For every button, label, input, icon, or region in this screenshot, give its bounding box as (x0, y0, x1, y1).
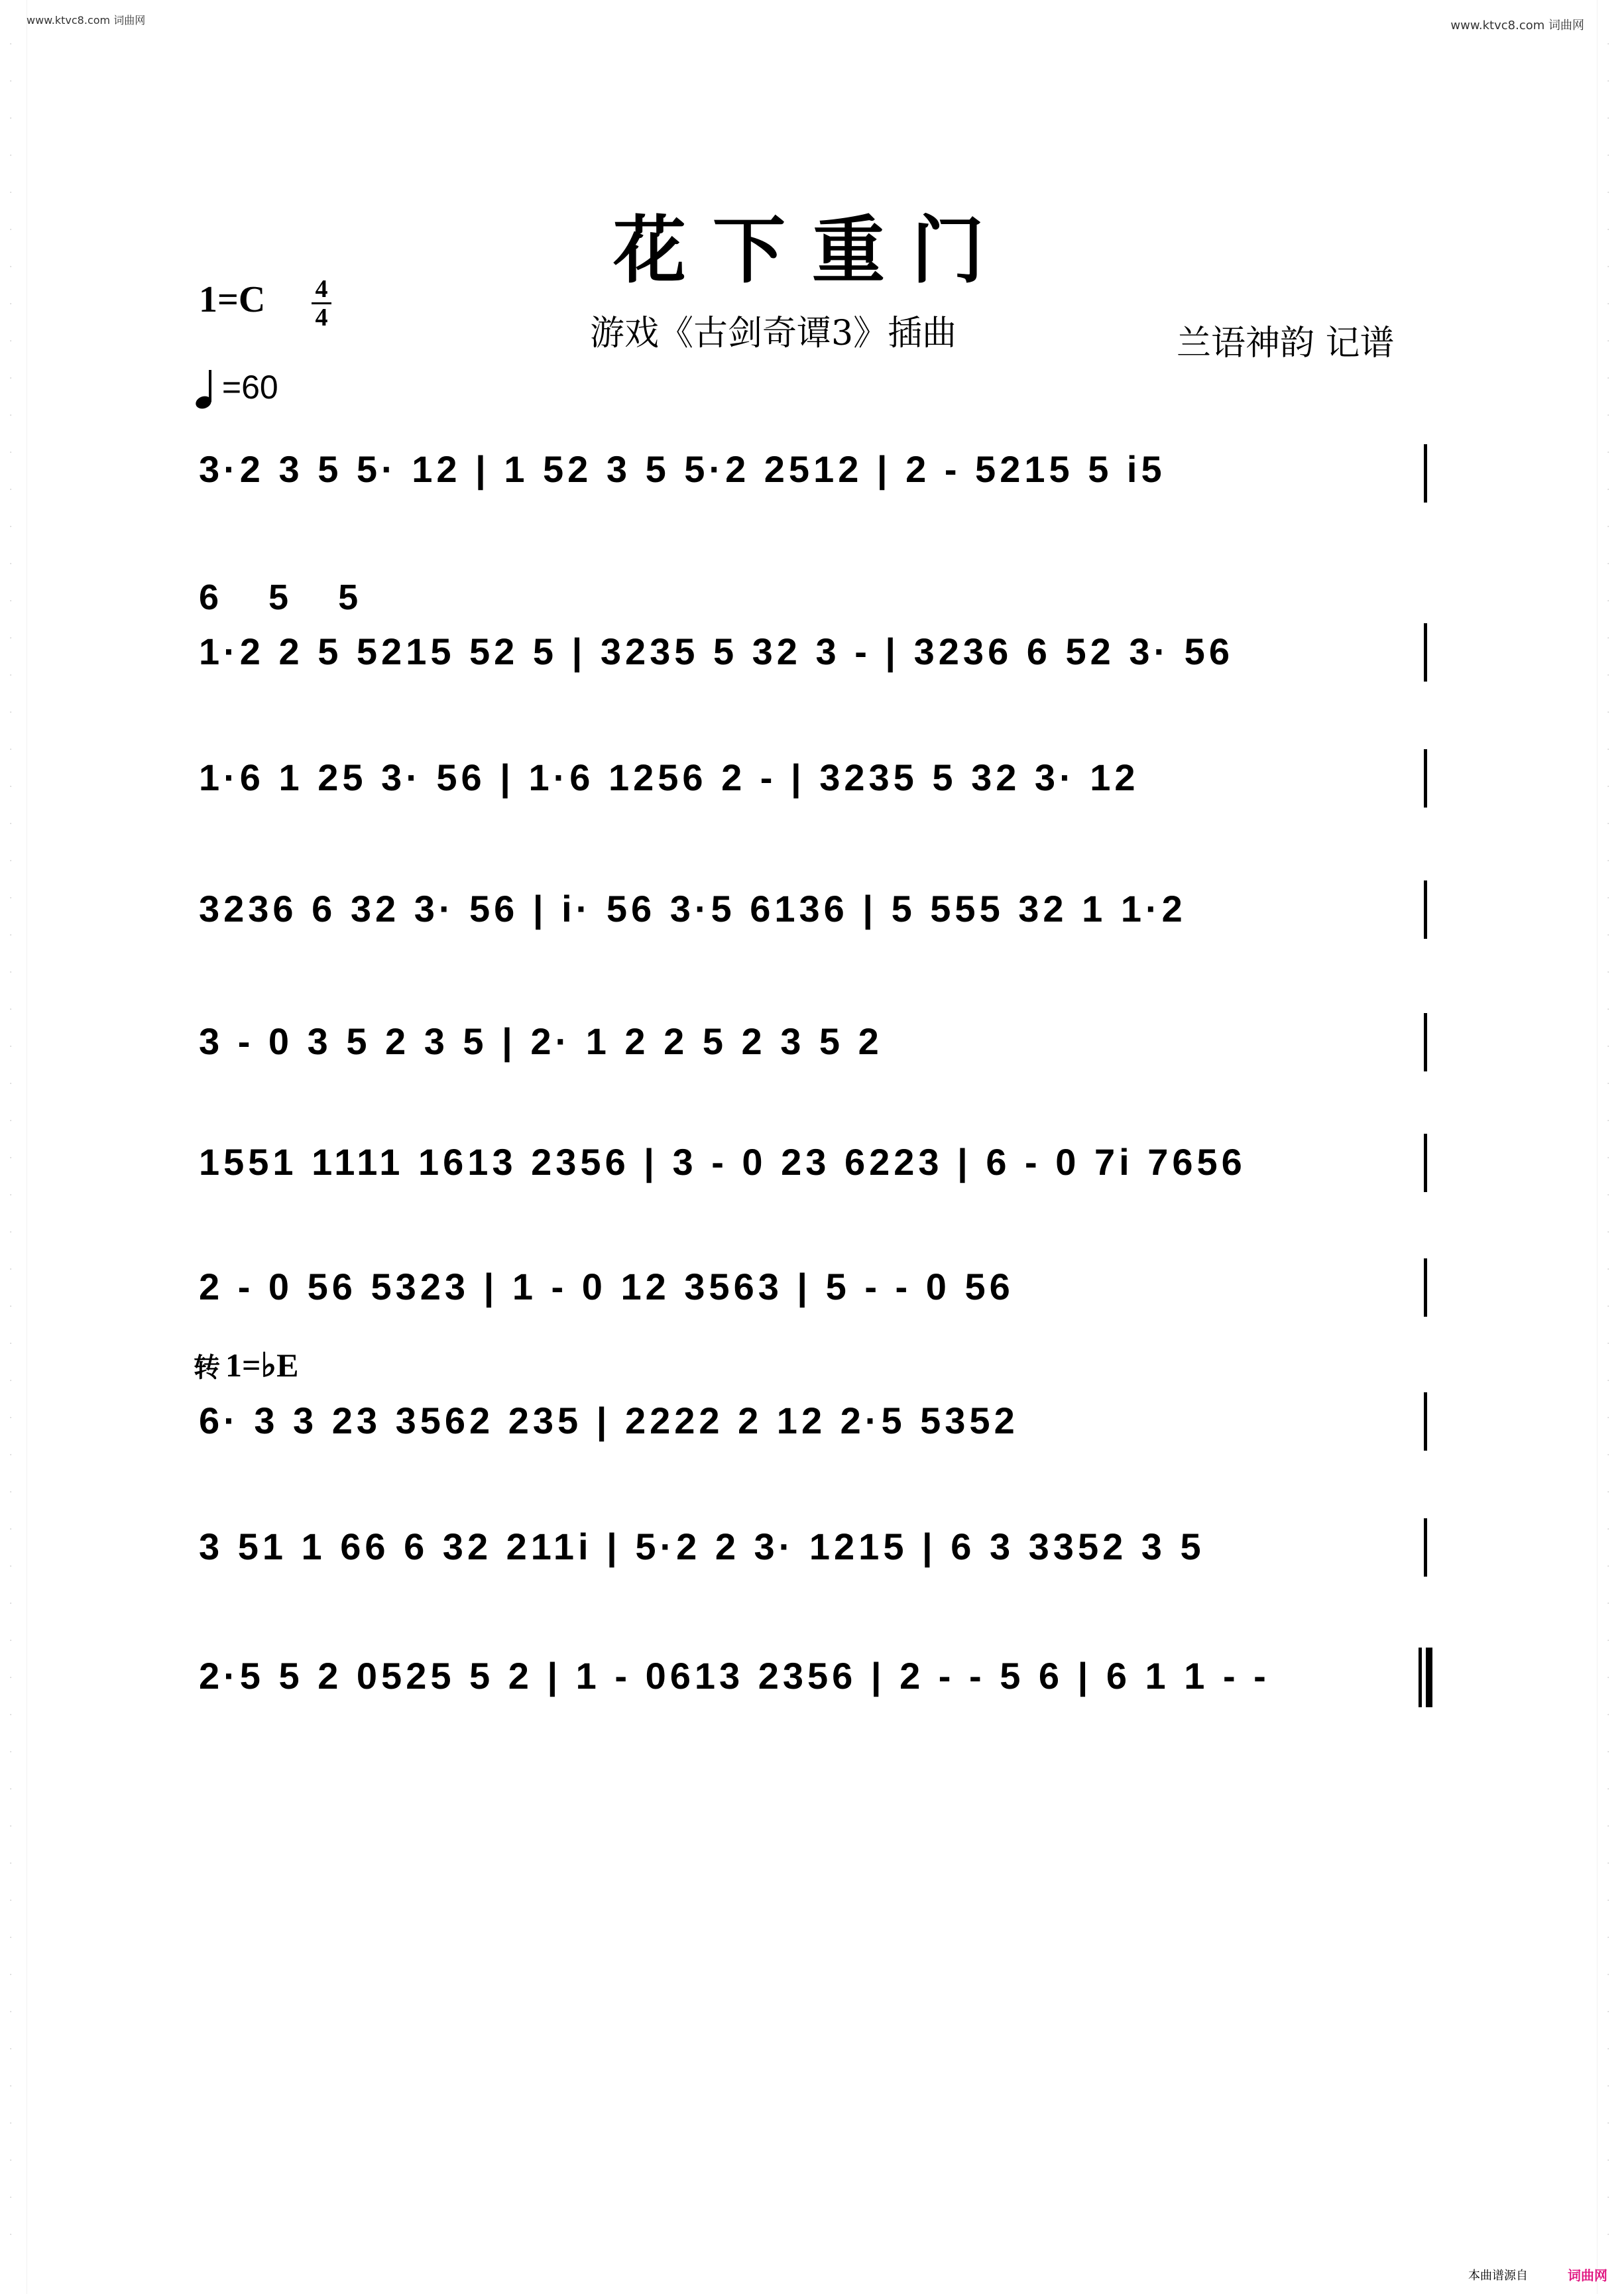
margin-watermark-mark: · (9, 299, 13, 310)
margin-watermark-mark: · (9, 1524, 13, 1535)
barline (1424, 623, 1427, 682)
margin-watermark-mark: · (1607, 373, 1610, 384)
margin-watermark-mark: · (1607, 151, 1610, 161)
margin-watermark-mark: · (1607, 559, 1610, 570)
header-site-right: www.ktvc8.com 词曲网 (1450, 19, 1584, 32)
margin-watermark-mark: · (1607, 1042, 1610, 1052)
margin-watermark-mark: · (1607, 1116, 1610, 1126)
margin-watermark-mark: · (1607, 76, 1610, 87)
margin-watermark-mark: · (9, 485, 13, 495)
margin-watermark-mark: · (9, 930, 13, 941)
score-line-1: 3·2 3 5 5· 12 | 1 52 3 5 5·2 2512 | 2 - 5215 5 i5 (199, 448, 1166, 490)
quarter-note-icon (196, 370, 213, 410)
tempo-marking (196, 368, 278, 410)
margin-watermark-mark: · (9, 39, 13, 50)
margin-watermark-mark: · (9, 1301, 13, 1312)
barline (1424, 749, 1427, 808)
margin-watermark-mark: · (1607, 1784, 1610, 1795)
margin-watermark-mark: · (1607, 2044, 1610, 2055)
margin-watermark-mark: · (1607, 225, 1610, 235)
margin-watermark-mark: · (9, 633, 13, 644)
margin-watermark-mark: · (1607, 1413, 1610, 1423)
margin-watermark-mark: · (1607, 2230, 1610, 2240)
margin-watermark-mark: · (1607, 1264, 1610, 1275)
margin-watermark-mark: · (1607, 1858, 1610, 1869)
tempo-value: =60 (221, 369, 278, 406)
margin-watermark-mark: · (9, 1079, 13, 1089)
margin-watermark-mark: · (9, 819, 13, 829)
margin-watermark-mark: · (1607, 1450, 1610, 1461)
margin-watermark-mark: · (9, 1896, 13, 1906)
margin-watermark-mark: · (9, 151, 13, 161)
barline (1424, 880, 1427, 939)
margin-watermark-mark: · (1607, 1561, 1610, 1572)
margin-watermark-mark: · (1607, 782, 1610, 792)
margin-watermark-mark: · (9, 596, 13, 607)
margin-watermark-mark: · (1607, 670, 1610, 681)
margin-watermark-mark: · (1607, 596, 1610, 607)
margin-watermark-mark: · (1607, 1970, 1610, 1980)
margin-watermark-mark: · (9, 1858, 13, 1869)
margin-watermark-mark: · (9, 113, 13, 124)
margin-watermark-mark: · (9, 1413, 13, 1423)
margin-watermark-mark: · (1607, 1710, 1610, 1720)
margin-watermark-mark: · (1607, 1524, 1610, 1535)
margin-watermark-mark: · (1607, 1747, 1610, 1758)
margin-watermark-mark: · (1607, 2193, 1610, 2203)
margin-watermark-mark: · (9, 745, 13, 755)
margin-watermark-mark: · (9, 1784, 13, 1795)
margin-watermark-mark: · (1607, 113, 1610, 124)
margin-watermark-mark: · (1607, 262, 1610, 272)
margin-watermark-mark: · (1607, 299, 1610, 310)
time-signature-top: 4 (315, 275, 328, 303)
margin-watermark-mark: · (1607, 448, 1610, 458)
margin-watermark-mark: · (9, 1376, 13, 1386)
time-signature (312, 277, 331, 330)
margin-watermark-mark: · (9, 225, 13, 235)
margin-watermark-mark: · (9, 559, 13, 570)
barline (1424, 444, 1427, 503)
margin-watermark-mark: · (9, 76, 13, 87)
score-line-7: 2 - 0 56 5323 | 1 - 0 12 3563 | 5 - - 0 56 (199, 1266, 1014, 1307)
margin-watermark-mark: · (1607, 633, 1610, 644)
score-line-3: 1·6 1 25 3· 56 | 1·6 1256 2 - | 3235 5 32 3· 12 (199, 756, 1139, 798)
margin-watermark-mark: · (1607, 1821, 1610, 1832)
score-line-2: 1·2 2 5 5215 52 5 | 3235 5 32 3 - | 3236 6 52 3· 56 (199, 631, 1234, 672)
margin-watermark-mark: · (9, 262, 13, 272)
margin-watermark-mark: · (9, 1821, 13, 1832)
barline (1424, 1134, 1427, 1192)
margin-watermark-mark: · (1607, 893, 1610, 904)
margin-watermark-mark: · (1607, 410, 1610, 421)
margin-watermark-mark: · (1607, 2155, 1610, 2166)
margin-watermark-mark: · (1607, 1933, 1610, 1943)
margin-watermark-mark: · (9, 2007, 13, 2018)
margin-watermark-mark: · (9, 893, 13, 904)
margin-watermark-mark: · (1607, 2118, 1610, 2129)
margin-watermark-mark: · (9, 1153, 13, 1164)
margin-watermark-mark: · (1607, 819, 1610, 829)
barline (1424, 1013, 1427, 1071)
margin-watermark-mark: · (1607, 188, 1610, 198)
margin-watermark-mark: · (9, 1487, 13, 1498)
margin-watermark-mark: · (9, 2155, 13, 2166)
modulation-marking (194, 1346, 298, 1384)
margin-watermark-mark: · (1607, 1599, 1610, 1609)
margin-watermark-mark: · (1607, 1190, 1610, 1201)
margin-watermark-mark: · (9, 967, 13, 978)
margin-watermark-mark: · (1607, 745, 1610, 755)
margin-watermark-mark: · (9, 1561, 13, 1572)
margin-watermark-mark: · (1607, 930, 1610, 941)
margin-watermark-mark: · (9, 782, 13, 792)
margin-watermark-mark: · (9, 2193, 13, 2203)
margin-watermark-mark: · (1607, 1487, 1610, 1498)
margin-watermark-mark: · (9, 1710, 13, 1720)
time-signature-bottom: 4 (315, 304, 328, 332)
margin-watermark-mark: · (9, 188, 13, 198)
margin-watermark-mark: · (1607, 1673, 1610, 1683)
margin-watermark-mark: · (1607, 707, 1610, 718)
score-line-5: 3 - 0 3 5 2 3 5 | 2· 1 2 2 5 2 3 5 2 (199, 1020, 883, 1062)
margin-watermark-mark: · (9, 2081, 13, 2092)
margin-watermark-mark: · (9, 1933, 13, 1943)
margin-watermark-mark: · (9, 1599, 13, 1609)
score-line-9: 3 51 1 66 6 32 211i | 5·2 2 3· 1215 | 6 3 3352 3 5 (199, 1526, 1205, 1567)
margin-watermark-mark: · (1607, 2007, 1610, 2018)
margin-watermark-mark: · (1607, 1339, 1610, 1349)
margin-watermark-mark: · (9, 1190, 13, 1201)
margin-watermark-mark: · (9, 707, 13, 718)
margin-watermark-mark: · (9, 373, 13, 384)
margin-watermark-mark: · (9, 1636, 13, 1646)
key-signature: 1=C (199, 279, 266, 320)
song-subtitle: 游戏《古剑奇谭3》插曲 (590, 314, 957, 353)
margin-watermark-mark: · (9, 336, 13, 347)
transcriber-credit: 兰语神韵 记谱 (1177, 324, 1395, 363)
song-title: 花下重门 (613, 208, 1011, 293)
margin-watermark-mark: · (1607, 967, 1610, 978)
margin-watermark-mark: · (1607, 1636, 1610, 1646)
margin-watermark-mark: · (1607, 522, 1610, 532)
margin-watermark-mark: · (1607, 856, 1610, 867)
score-line-6: 1551 1111 1613 2356 | 3 - 0 23 6223 | 6 - 0 7i 7656 (199, 1141, 1246, 1183)
margin-watermark-mark: · (9, 1339, 13, 1349)
header-site-left: www.ktvc8.com 词曲网 (27, 14, 146, 27)
margin-watermark-mark: · (1607, 2081, 1610, 2092)
barline (1424, 1392, 1427, 1451)
footer-site-logo[interactable]: 词曲网 (1568, 2267, 1607, 2283)
margin-watermark-mark: · (9, 1450, 13, 1461)
margin-watermark-mark: · (9, 2230, 13, 2240)
barline (1424, 1518, 1427, 1577)
margin-watermark-mark: · (9, 1747, 13, 1758)
modulation-prefix: 转 (194, 1352, 220, 1383)
modulation-key: 1=♭E (225, 1347, 299, 1384)
margin-watermark-mark: · (9, 670, 13, 681)
margin-watermark-mark: · (9, 522, 13, 532)
score-line-2-upper-notes: 6 5 5 (199, 577, 378, 617)
margin-watermark-mark: · (1607, 1896, 1610, 1906)
margin-watermark-mark: · (9, 1116, 13, 1126)
margin-watermark-mark: · (1607, 1227, 1610, 1238)
margin-watermark-mark: · (9, 1264, 13, 1275)
right-margin-strip (1597, 0, 1624, 2294)
margin-watermark-mark: · (1607, 336, 1610, 347)
margin-watermark-mark: · (9, 2118, 13, 2129)
margin-watermark-mark: · (9, 1227, 13, 1238)
footer-source-text: 本曲谱源自 (1468, 2269, 1528, 2283)
margin-watermark-mark: · (9, 856, 13, 867)
score-line-8: 6· 3 3 23 3562 235 | 2222 2 12 2·5 5352 (199, 1400, 1019, 1441)
margin-watermark-mark: · (9, 1042, 13, 1052)
margin-watermark-mark: · (9, 2044, 13, 2055)
margin-watermark-mark: · (1607, 1301, 1610, 1312)
margin-watermark-mark: · (9, 1673, 13, 1683)
margin-watermark-mark: · (1607, 39, 1610, 50)
margin-watermark-mark: · (9, 410, 13, 421)
barline (1424, 1258, 1427, 1317)
margin-watermark-mark: · (1607, 1153, 1610, 1164)
margin-watermark-mark: · (9, 448, 13, 458)
margin-watermark-mark: · (9, 1970, 13, 1980)
left-margin-strip (0, 0, 27, 2294)
margin-watermark-mark: · (9, 1004, 13, 1015)
score-line-4: 3236 6 32 3· 56 | i· 56 3·5 6136 | 5 555 32 1 1·2 (199, 888, 1187, 930)
margin-watermark-mark: · (1607, 1079, 1610, 1089)
final-barline (1419, 1648, 1432, 1707)
margin-watermark-mark: · (1607, 485, 1610, 495)
score-line-10: 2·5 5 2 0525 5 2 | 1 - 0613 2356 | 2 - - 5 6 | 6 1 1 - - (199, 1655, 1270, 1697)
margin-watermark-mark: · (1607, 1004, 1610, 1015)
margin-watermark-mark: · (1607, 1376, 1610, 1386)
